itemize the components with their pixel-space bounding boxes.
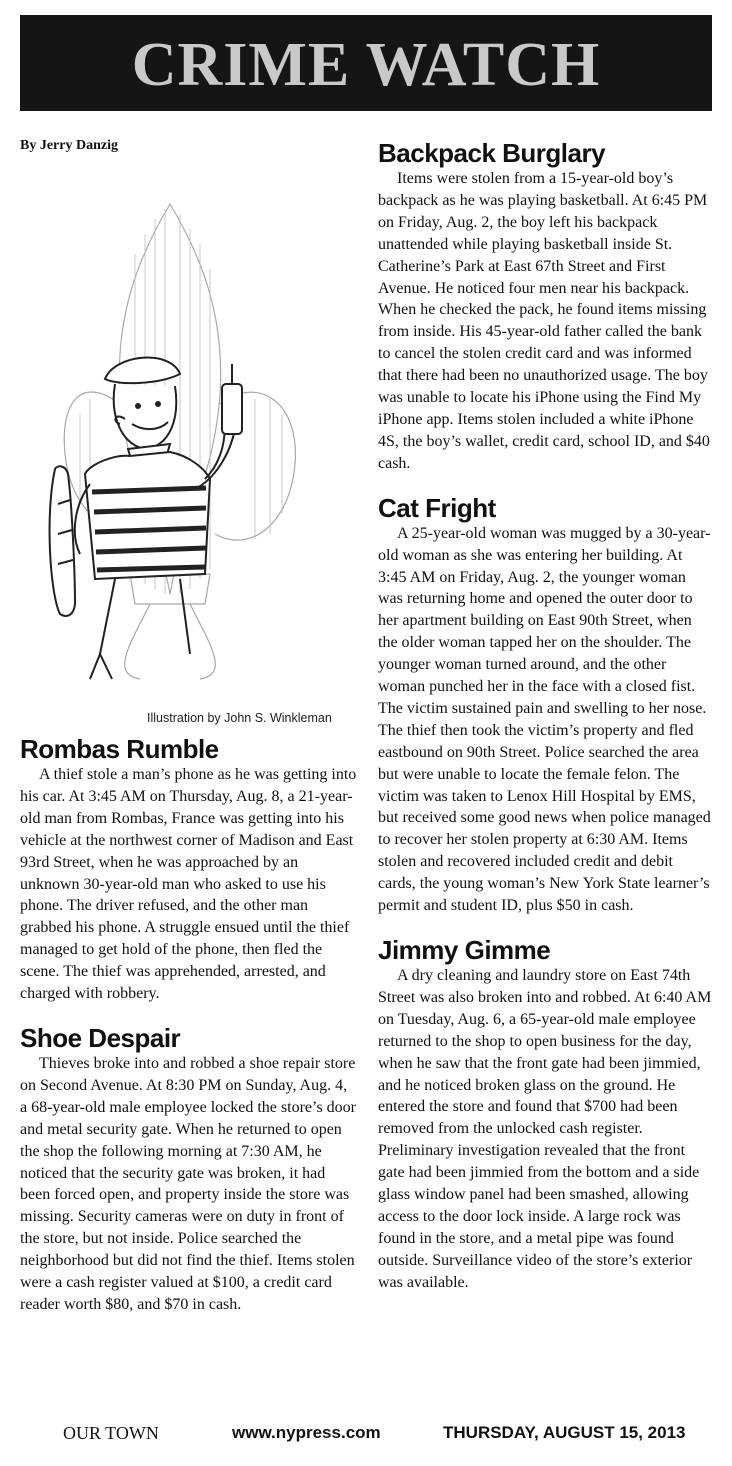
story-title: Jimmy Gimme bbox=[378, 935, 551, 965]
page-footer bbox=[0, 1419, 732, 1449]
footer-date: THURSDAY, AUGUST 15, 2013 bbox=[443, 1423, 686, 1442]
mime-thief-illustration bbox=[20, 174, 358, 704]
story-shoe-despair bbox=[20, 1023, 358, 1316]
masthead bbox=[20, 15, 712, 111]
story-backpack-burglary bbox=[378, 138, 713, 475]
left-column bbox=[20, 138, 358, 1316]
story-jimmy-gimme bbox=[378, 935, 713, 1294]
masthead-title: CRIME WATCH bbox=[131, 31, 601, 99]
byline: By Jerry Danzig bbox=[20, 138, 118, 153]
story-title: Backpack Burglary bbox=[378, 138, 606, 168]
story-title: Rombas Rumble bbox=[20, 734, 219, 764]
footer-url[interactable]: www.nypress.com bbox=[232, 1423, 381, 1442]
illustration-caption: Illustration by John S. Winkleman bbox=[147, 711, 332, 725]
story-cat-fright bbox=[378, 493, 713, 917]
story-body: A 25-year-old woman was mugged by a 30-year-old woman as she was entering her building. At 3:45 AM on Friday, Aug. 2, the younger woman was returning home and opened the outer door to her apartment building on East 90th Street, when the older woman tapped her on the shoulder. The younger woman turned around, and the other woman punched her in the face with a closed fist. The victim sustained pain and swelling to her nose. The thief then took the victim’s property and fled eastbound on 90th Street. Police searched the area but were unable to locate the female felon. The victim was taken to Lenox Hill Hospital by EMS, but received some good news when police managed to recover her stolen property at 6:30 AM. Items stolen and recovered included credit and debit cards, the young woman’s New York State learner’s permit and student ID, plus $50 in cash. bbox=[378, 524, 711, 915]
story-rombas-rumble bbox=[20, 734, 358, 1005]
story-title: Shoe Despair bbox=[20, 1022, 181, 1053]
mime-figure bbox=[50, 358, 242, 679]
footer-publication: OUR TOWN bbox=[63, 1423, 159, 1443]
story-body: A dry cleaning and laundry store on East 74th Street was also broken into and robbed. At 6:40 AM on Tuesday, Aug. 6, a 65-year-old male employee returned to the shop to open business for the day, when he saw that the front gate had been jimmied, and he noticed broken glass on the ground. He entered the store and found that $700 had been removed from the unlocked cash register. Preliminary investigation revealed that the front gate had been jimmied from the bottom and a side glass window panel had been smashed, allowing access to the door lock inside. A large rock was found in the store, and a metal pipe was found outside. Surveillance video of the store’s exterior was available. bbox=[378, 967, 712, 1291]
story-body: A thief stole a man’s phone as he was getting into his car. At 3:45 AM on Thursday, Aug. 8, a 21-year-old man from Rombas, France was getting into his vehicle at the northwest corner of Madison and East 93rd Street, when he was approached by an unknown 30-year-old man who asked to use his phone. The driver refused, and the other man grabbed his phone. A struggle ensued until the thief managed to get hold of the phone, then fled the scene. The thief was apprehended, arrested, and charged with robbery. bbox=[20, 766, 357, 1003]
story-body: Items were stolen from a 15-year-old boy’s backpack as he was playing basketball. At 6:45 PM on Friday, Aug. 2, the boy left his backpack unattended while playing basketball inside St. Catherine’s Park at East 67th Street and First Avenue. He noticed four men near his backpack. When he checked the pack, he found items missing from inside. His 45-year-old father called the bank to cancel the stolen credit card and was informed that there had been no unauthorized usage. The boy was unable to locate his iPhone using the Find My iPhone app. Items stolen included a white iPhone 4S, the boy’s wallet, credit card, school ID, and $40 cash. bbox=[378, 170, 710, 472]
right-column bbox=[378, 138, 713, 1294]
story-title: Cat Fright bbox=[378, 492, 496, 523]
story-body: Thieves broke into and robbed a shoe repair store on Second Avenue. At 8:30 PM on Sunday, Aug. 4, a 68-year-old male employee locked the store’s door and metal security gate. When he returned to open the shop the following morning at 7:30 AM, he noticed that the security gate was broken, it had been forced open, and property inside the store was missing. Security cameras were on duty in front of the store, but not inside. Police searched the neighborhood but did not find the thief. Items stolen were a cash register valued at $100, a credit card reader worth $80, and $70 in cash. bbox=[20, 1054, 356, 1313]
illustration bbox=[20, 174, 358, 734]
